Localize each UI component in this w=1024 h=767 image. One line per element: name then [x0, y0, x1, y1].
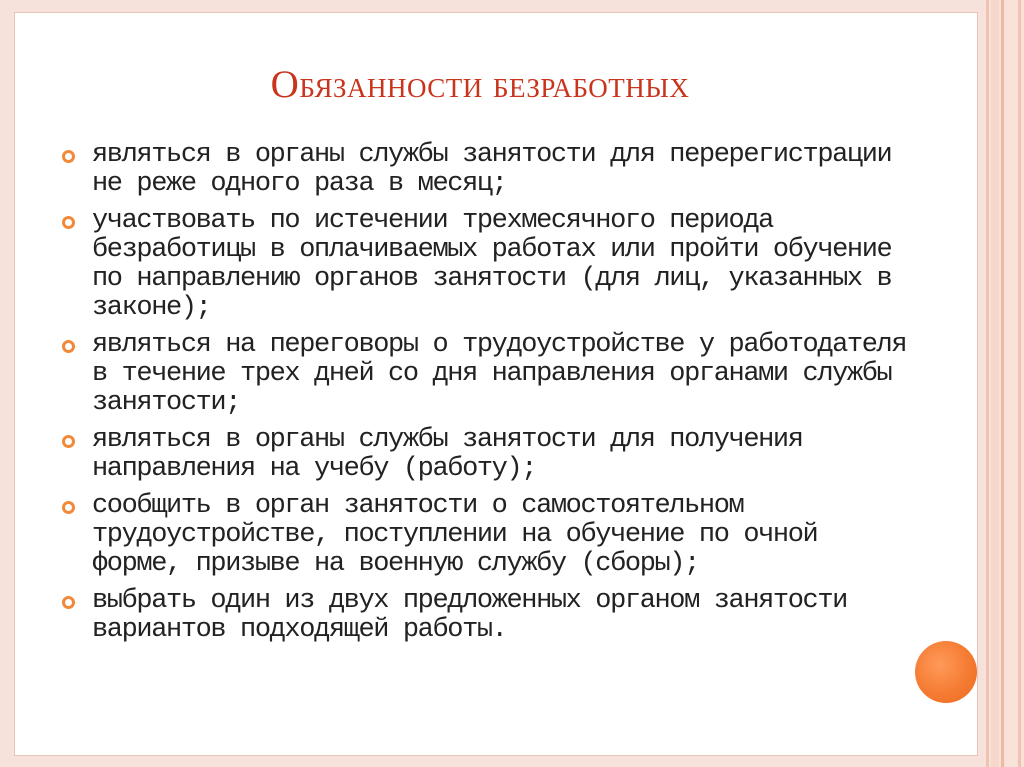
list-item-text: являться на переговоры о трудоустройстве у работодателя в течение трех дней со дня направления органами службы занятости;	[92, 330, 907, 418]
list-item	[62, 587, 912, 645]
stripe	[986, 0, 989, 767]
list-item-text: являться в органы службы занятости для перерегистрации не реже одного раза в месяц;	[92, 140, 892, 199]
ring-bullet-icon	[62, 501, 75, 514]
decorative-stripes	[986, 0, 1024, 767]
ring-bullet-icon	[62, 435, 75, 448]
stripe	[991, 0, 999, 767]
list-item	[62, 331, 912, 418]
stripe	[1018, 0, 1021, 767]
stripe	[1001, 0, 1004, 767]
list-item	[62, 207, 912, 323]
list-item-text: участвовать по истечении трехмесячного периода безработицы в оплачиваемых работах или пройти обучение по направлению органов занятости (для лиц, указанных в законе);	[92, 206, 892, 323]
list-item	[62, 426, 912, 484]
list-item-text: сообщить в орган занятости о самостоятельном трудоустройстве, поступлении на обучение по очной форме, призыве на военную службу (сборы);	[92, 491, 818, 579]
ring-bullet-icon	[62, 216, 75, 229]
list-item	[62, 141, 912, 199]
stripe	[1006, 0, 1016, 767]
list-item-text: выбрать один из двух предложенных органом занятости вариантов подходящей работы.	[92, 586, 847, 645]
ring-bullet-icon	[62, 340, 75, 353]
list-item	[62, 492, 912, 579]
ring-bullet-icon	[62, 150, 75, 163]
slide-title: Обязанности безработных	[270, 63, 690, 106]
ring-bullet-icon	[62, 596, 75, 609]
bullet-list	[62, 141, 912, 653]
decorative-orange-circle	[915, 641, 977, 703]
list-item-text: являться в органы службы занятости для получения направления на учебу (работу);	[92, 425, 803, 484]
